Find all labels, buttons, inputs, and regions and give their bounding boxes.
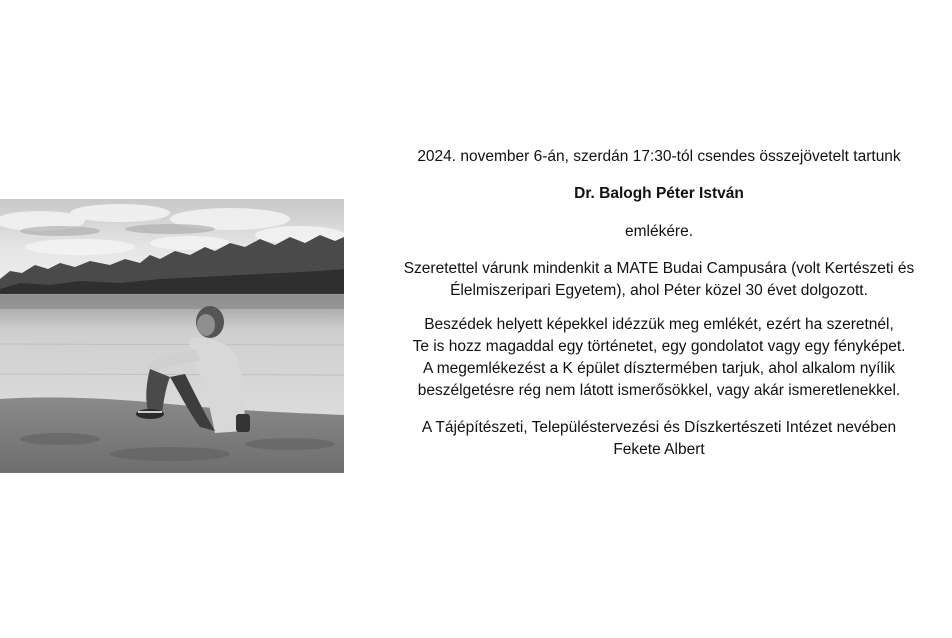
date-line: 2024. november 6-án, szerdán 17:30-tól csendes összejövetelt tartunk (417, 148, 901, 165)
signature-block (376, 417, 942, 461)
speech-line: beszélgetésre rég nem látott ismerősökkel, vagy akár ismeretlenekkel. (417, 382, 901, 399)
speech-line: Beszédek helyett képekkel idézzük meg emlékét, ezért ha szeretnél, (424, 316, 894, 333)
welcome-paragraph (376, 258, 942, 302)
invitation-text (376, 146, 942, 461)
speech-paragraph (376, 314, 942, 402)
memorial-photo (0, 199, 344, 473)
speech-line: A megemlékezést a K épület dísztermében tarjuk, ahol alkalom nyílik (422, 360, 896, 377)
speech-line: Te is hozz magaddal egy történetet, egy gondolatot vagy egy fényképet. (412, 338, 906, 355)
signature-institute: A Tájépítészeti, Településtervezési és Díszkertészeti Intézet nevében (421, 419, 897, 436)
signature-name: Fekete Albert (613, 441, 705, 458)
welcome-line: Szeretettel várunk mindenkit a MATE Budai Campusára (volt Kertészeti és (403, 260, 915, 277)
honoree-name: Dr. Balogh Péter István (574, 185, 744, 202)
welcome-line: Élelmiszeripari Egyetem), ahol Péter közel 30 évet dolgozott. (450, 282, 868, 299)
memory-line: emlékére. (624, 223, 694, 240)
